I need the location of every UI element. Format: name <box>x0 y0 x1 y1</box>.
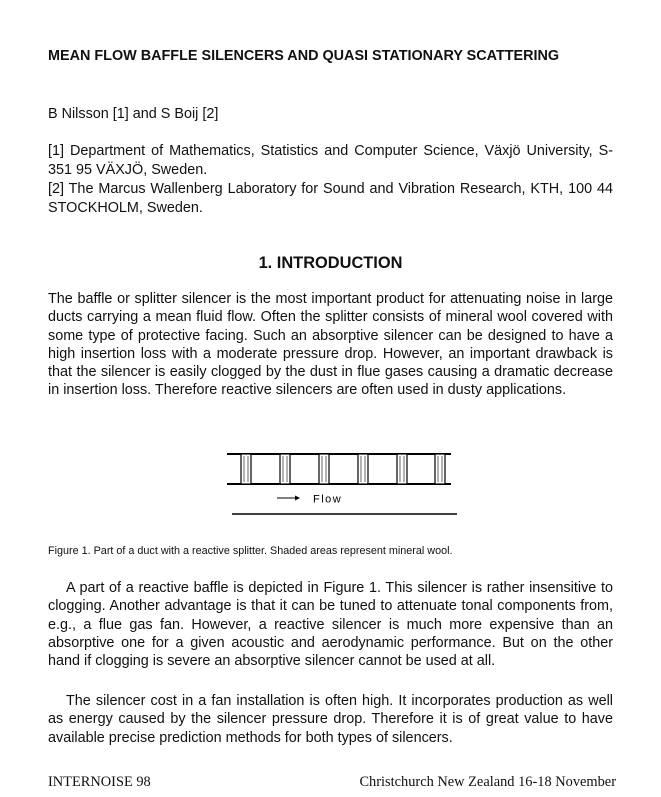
footer-location-date: Christchurch New Zealand 16-18 November <box>359 774 616 790</box>
splitter-baffle-2 <box>280 454 290 484</box>
affiliation-2: [2] The Marcus Wallenberg Laboratory for Sound and Vibration Research, KTH, 100 44 STOCKHOLM, Sweden. <box>48 181 613 216</box>
flow-label: Flow <box>313 493 343 506</box>
splitter-baffle-4 <box>358 454 368 484</box>
splitter-baffle-1 <box>241 454 251 484</box>
figure-1-caption: Figure 1. Part of a duct with a reactive splitter. Shaded areas represent mineral wool. <box>48 545 453 557</box>
affiliation-1: [1] Department of Mathematics, Statistics and Computer Science, Växjö University, S-351 95 VÄXJÖ, Sweden. <box>48 143 613 178</box>
splitter-baffle-5 <box>397 454 407 484</box>
figure-1-duct-diagram <box>225 446 465 522</box>
splitter-baffle-3 <box>319 454 329 484</box>
intro-paragraph-2: A part of a reactive baffle is depicted in Figure 1. This silencer is rather insensitive to clogging. Another advantage is that it can be tuned to attenuate tonal components from, e.g., a flue gas fan. However, a reactive silencer is much more expensive than an absorptive one for a given acoustic and aerodynamic performance. But on the other hand if clogging is severe an absorptive silencer cannot be used at all. <box>48 580 613 670</box>
footer-conference: INTERNOISE 98 <box>48 774 151 790</box>
intro-paragraph-3: The silencer cost in a fan installation is often high. It incorporates production as well as energy caused by the silencer pressure drop. Therefore it is of great value to have available precise prediction methods for both types of silencers. <box>48 693 613 746</box>
section-heading-introduction: 1. INTRODUCTION <box>258 254 403 272</box>
paper-title: MEAN FLOW BAFFLE SILENCERS AND QUASI STATIONARY SCATTERING <box>48 48 560 64</box>
intro-paragraph-1: The baffle or splitter silencer is the most important product for attenuating noise in large ducts carrying a mean fluid flow. Often the splitter consists of mineral wool covered with some type of protective facing. Such an absorptive silencer can be designed to have a high insertion loss with a moderate pressure drop. However, an important drawback is that the silencer is easily clogged by the dust in flue gases causing a dramatic decrease in insertion loss. Therefore reactive silencers are often used in dusty applications. <box>48 291 613 399</box>
splitter-baffle-6 <box>435 454 445 484</box>
flow-arrow-icon <box>277 496 300 501</box>
authors-line: B Nilsson [1] and S Boij [2] <box>48 106 219 122</box>
reactive-splitter <box>227 454 451 484</box>
